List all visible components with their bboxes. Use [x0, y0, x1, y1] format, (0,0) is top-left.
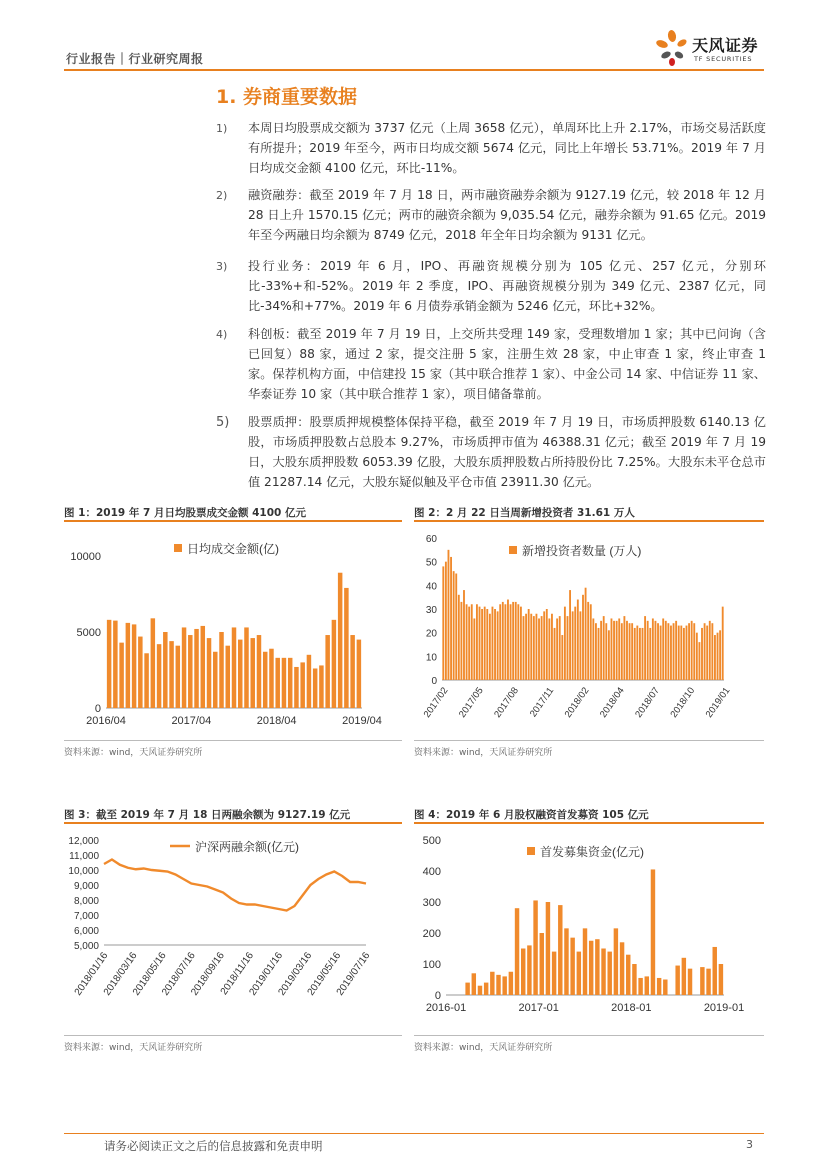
chart-bar	[107, 620, 111, 708]
chart-bar	[213, 652, 217, 708]
chart-bar	[263, 652, 267, 708]
figure-1-rule	[64, 520, 402, 522]
chart-bar	[564, 928, 568, 995]
list-item	[216, 412, 766, 492]
chart-bar	[144, 653, 148, 708]
chart-bar	[655, 621, 657, 680]
chart-bar	[460, 602, 462, 680]
chart-bar	[629, 623, 631, 680]
chart-bar	[670, 626, 672, 680]
x-tick-label: 2018/05/16	[130, 950, 169, 998]
legend-label: 沪深两融余额(亿元)	[195, 840, 299, 854]
chart-bar	[458, 595, 460, 680]
item-number: 5)	[216, 415, 230, 430]
chart-bar	[525, 614, 527, 680]
figure-2-source-rule	[414, 740, 764, 741]
chart-bar	[219, 632, 223, 708]
y-tick-label: 50	[425, 557, 437, 569]
y-tick-label: 100	[422, 959, 441, 971]
chart-bar	[515, 908, 519, 995]
chart-bar	[686, 626, 688, 680]
y-tick-label: 0	[431, 676, 437, 687]
y-tick-label: 5000	[76, 627, 101, 639]
chart-bar	[647, 621, 649, 680]
chart-bar	[639, 628, 641, 680]
chart-bar	[484, 983, 488, 995]
chart-bar	[652, 618, 654, 680]
chart-bar	[709, 621, 711, 680]
y-tick-label: 9,000	[73, 881, 99, 892]
figure-1-chart	[64, 526, 402, 736]
chart-bar	[512, 602, 514, 680]
item-text: 股票质押：股票质押规模整体保持平稳，截至 2019 年 7 月 19 日，市场质押股数 6140.13 亿股，市场质押股数占总股本 9.27%，市场质押市值为 46388.31 亿元；截至 2019 年 7 月 19 日，大股东质押股数 6053.39 亿股，大股东质押股数占所持股份比 7.25%。大股东未平仓总市值 21287.14 亿元，大股东疑似触及平仓市值 23911.30 亿元。	[248, 415, 766, 489]
legend-swatch	[527, 847, 535, 855]
header-rule	[64, 69, 764, 71]
chart-bar	[510, 604, 512, 680]
chart-bar	[621, 623, 623, 680]
figure-3-chart	[64, 828, 402, 1033]
chart-bar	[523, 616, 525, 680]
chart-bar	[538, 618, 540, 680]
x-tick-label: 2018/01/16	[72, 950, 111, 998]
chart-bar	[577, 600, 579, 680]
chart-bar	[657, 623, 659, 680]
chart-bar	[645, 976, 649, 995]
chart-bar	[476, 604, 478, 680]
chart-bar	[250, 638, 254, 708]
x-tick-label: 2018/07/16	[160, 950, 198, 998]
y-tick-label: 10000	[70, 551, 101, 563]
chart-bar	[607, 952, 611, 995]
chart-bar	[307, 655, 311, 708]
figure-1-source-rule	[64, 740, 402, 741]
x-tick-label: 2018/03/16	[101, 950, 140, 998]
chart-bar	[533, 900, 537, 995]
chart-bar	[722, 607, 724, 680]
chart-bar	[616, 621, 618, 680]
chart-bar	[688, 969, 692, 995]
chart-bar	[543, 611, 545, 680]
report-header: 行业报告｜行业研究周报	[66, 52, 204, 66]
chart-bar	[521, 949, 525, 996]
chart-bar	[701, 628, 703, 680]
chart-bar	[473, 618, 475, 680]
chart-bar	[489, 614, 491, 680]
chart-bar	[294, 667, 298, 708]
chart-bar	[713, 947, 717, 995]
x-tick-label: 2018/04	[597, 685, 627, 720]
chart-bar	[517, 604, 519, 680]
list-item	[216, 118, 766, 178]
chart-bar	[535, 614, 537, 680]
chart-bar	[269, 649, 273, 708]
chart-bar	[499, 604, 501, 680]
item-text: 本周日均股票成交额为 3737 亿元（上周 3658 亿元），单周环比上升 2.17%，市场交易活跃度有所提升；2019 年至今，两市日均成交额 5674 亿元，同比上年增长 53.71%。2019 年 7 月日均成交金额 4100 亿元，环比-11%。	[248, 121, 766, 175]
x-tick-label: 2017-01	[518, 1002, 559, 1014]
chart-bar	[486, 609, 488, 680]
chart-bar	[603, 616, 605, 680]
chart-bar	[611, 618, 613, 680]
chart-bar	[706, 626, 708, 680]
chart-bar	[238, 640, 242, 708]
chart-bar	[657, 978, 661, 995]
chart-bar	[706, 969, 710, 995]
chart-bar	[577, 952, 581, 995]
chart-bar	[357, 640, 361, 708]
item-text: 融资融券：截至 2019 年 7 月 18 日，两市融资融券余额为 9127.19 亿元，较 2018 年 12 月 28 日上升 1570.15 亿元；两市的融资余额为 9,035.54 亿元，融券余额为 91.65 亿元。2019 年至今两融日均余额为 8749 亿元，2018 年全年日均余额为 9131 亿元。	[248, 188, 766, 242]
chart-bar	[530, 614, 532, 680]
chart-bar	[528, 609, 530, 680]
chart-bar	[638, 978, 642, 995]
chart-bar	[182, 627, 186, 708]
chart-bar	[567, 616, 569, 680]
item-number: 3)	[216, 260, 228, 273]
chart-bar	[682, 958, 686, 995]
chart-bar	[665, 621, 667, 680]
chart-bar	[583, 928, 587, 995]
chart-bar	[338, 573, 342, 708]
figure-3-source-rule	[64, 1035, 402, 1036]
chart-bar	[714, 635, 716, 680]
chart-bar	[680, 626, 682, 680]
x-tick-label: 2017/02	[421, 685, 451, 720]
chart-bar	[468, 607, 470, 680]
chart-bar	[442, 566, 444, 680]
x-tick-label: 2016/04	[86, 715, 126, 727]
chart-bar	[582, 595, 584, 680]
y-tick-label: 0	[94, 703, 101, 715]
chart-bar	[559, 616, 561, 680]
x-tick-label: 2018/07	[633, 685, 662, 720]
list-item	[216, 256, 766, 316]
figure-1-source: 资料来源：wind，天风证券研究所	[64, 748, 203, 758]
y-tick-label: 20	[425, 628, 437, 640]
chart-bar	[601, 949, 605, 996]
legend-label: 日均成交金额(亿)	[187, 542, 279, 556]
chart-bar	[157, 644, 161, 708]
y-tick-label: 12,000	[68, 836, 99, 847]
chart-bar	[288, 658, 292, 708]
chart-bar	[502, 602, 504, 680]
figure-4-title: 图 4：2019 年 6 月股权融资首发募资 105 亿元	[414, 809, 649, 821]
y-tick-label: 500	[422, 835, 441, 847]
chart-bar	[660, 626, 662, 680]
item-text: 科创板：截至 2019 年 7 月 19 日，上交所共受理 149 家，受理数增加 1 家；其中已问询（含已回复）88 家，通过 2 家，提交注册 5 家，注册生效 28 家，中止审查 1 家，终止审查 1 家。保荐机构方面，中信建投 15 家（其中联合推荐 1 家）、中金公司 14 家、中信证券 11 家、华泰证券 10 家（其中联合推荐 1 家），项目储备靠前。	[248, 327, 766, 401]
chart-bar	[614, 928, 618, 995]
figure-3-rule	[64, 822, 402, 824]
figure-2-title: 图 2：2 月 22 日当周新增投资者 31.61 万人	[414, 507, 635, 519]
chart-bar	[618, 618, 620, 680]
chart-bar	[719, 630, 721, 680]
chart-bar	[515, 602, 517, 680]
chart-bar	[344, 588, 348, 708]
chart-bar	[527, 945, 531, 995]
chart-bar	[497, 611, 499, 680]
x-tick-label: 2018/10	[668, 685, 698, 720]
figure-1-title: 图 1：2019 年 7 月日均股票成交金额 4100 亿元	[64, 507, 306, 519]
x-tick-label: 2019/05/16	[305, 950, 344, 998]
chart-bar	[595, 623, 597, 680]
y-tick-label: 30	[425, 605, 437, 616]
item-number: 1)	[216, 122, 228, 135]
chart-bar	[466, 604, 468, 680]
legend-label: 首发募集资金(亿元)	[540, 845, 644, 859]
chart-bar	[632, 964, 636, 995]
chart-bar	[445, 562, 447, 680]
figure-3-title: 图 3：截至 2019 年 7 月 18 日两融余额为 9127.19 亿元	[64, 809, 351, 821]
chart-bar	[561, 635, 563, 680]
chart-bar	[552, 952, 556, 995]
chart-bar	[540, 933, 544, 995]
y-tick-label: 11,000	[69, 851, 99, 862]
chart-bar	[507, 600, 509, 680]
chart-bar	[634, 628, 636, 680]
chart-bar	[450, 557, 452, 680]
chart-bar	[592, 618, 594, 680]
chart-bar	[478, 986, 482, 995]
y-tick-label: 10	[425, 652, 437, 664]
chart-bar	[644, 616, 646, 680]
chart-bar	[188, 635, 192, 708]
chart-bar	[471, 604, 473, 680]
chart-bar	[691, 621, 693, 680]
chart-bar	[554, 628, 556, 680]
chart-bar	[455, 574, 457, 681]
chart-bar	[598, 628, 600, 680]
figure-2-source: 资料来源：wind，天风证券研究所	[414, 748, 553, 758]
chart-bar	[463, 590, 465, 680]
chart-bar	[520, 607, 522, 680]
chart-bar	[626, 621, 628, 680]
chart-bar	[570, 938, 574, 995]
chart-bar	[232, 627, 236, 708]
chart-bar	[176, 646, 180, 708]
chart-bar	[600, 621, 602, 680]
logo-text-cn: 天风证券	[692, 36, 759, 55]
chart-bar	[683, 628, 685, 680]
y-tick-label: 5,000	[73, 941, 99, 952]
chart-bar	[585, 588, 587, 680]
chart-bar	[693, 623, 695, 680]
chart-bar	[556, 618, 558, 680]
page-number: 3	[746, 1138, 753, 1151]
item-text: 投行业务：2019 年 6 月，IPO、再融资规模分别为 105 亿元、257 亿元，分别环比-33%+和-52%。2019 年 2 季度，IPO、再融资规模分别为 349 亿元、2387 亿元，同比-34%和+77%。2019 年 6 月债券承销金额为 5246 亿元，环比+32%。	[248, 259, 766, 313]
chart-bar	[649, 628, 651, 680]
chart-bar	[257, 635, 261, 708]
y-tick-label: 40	[425, 581, 437, 593]
chart-bar	[572, 611, 574, 680]
x-tick-label: 2019/04	[342, 715, 382, 727]
list-item	[216, 185, 766, 245]
chart-bar	[620, 942, 624, 995]
x-tick-label: 2019/01/16	[247, 950, 286, 998]
figure-2-rule	[414, 520, 764, 522]
x-tick-label: 2016-01	[425, 1002, 467, 1014]
figure-2-chart	[414, 526, 764, 736]
chart-bar	[533, 616, 535, 680]
chart-bar	[662, 618, 664, 680]
chart-bar	[207, 638, 211, 708]
chart-bar	[481, 609, 483, 680]
y-tick-label: 200	[422, 928, 441, 940]
y-tick-label: 8,000	[73, 896, 99, 907]
chart-bar	[711, 623, 713, 680]
chart-bar	[490, 972, 494, 995]
chart-bar	[608, 630, 610, 680]
chart-bar	[678, 626, 680, 680]
chart-bar	[675, 966, 679, 995]
x-tick-label: 2019/07/16	[334, 950, 373, 998]
chart-bar	[700, 967, 704, 995]
chart-bar	[704, 623, 706, 680]
chart-bar	[465, 983, 469, 995]
chart-bar	[541, 616, 543, 680]
chart-bar	[667, 623, 669, 680]
chart-bar	[472, 973, 476, 995]
chart-bar	[492, 607, 494, 680]
chart-bar	[226, 646, 230, 708]
x-tick-label: 2018/02	[562, 685, 592, 720]
chart-bar	[626, 955, 630, 995]
legend-swatch	[509, 546, 517, 554]
chart-bar	[194, 629, 198, 708]
x-tick-label: 2017/08	[492, 685, 521, 720]
chart-bar	[504, 604, 506, 680]
chart-bar	[717, 633, 719, 680]
chart-bar	[579, 611, 581, 680]
chart-bar	[546, 902, 550, 995]
chart-bar	[479, 607, 481, 680]
chart-bar	[275, 658, 279, 708]
y-tick-label: 10,000	[68, 866, 99, 877]
chart-bar	[169, 641, 173, 708]
chart-bar	[350, 635, 354, 708]
chart-bar	[551, 614, 553, 680]
logo-text-en: TF SECURITIES	[694, 55, 753, 63]
y-tick-label: 0	[434, 990, 441, 1002]
chart-bar	[496, 975, 500, 995]
chart-bar	[548, 618, 550, 680]
list-item	[216, 324, 766, 404]
chart-bar	[325, 635, 329, 708]
chart-bar	[613, 621, 615, 680]
chart-bar	[201, 626, 205, 708]
chart-bar	[673, 623, 675, 680]
chart-bar	[448, 550, 450, 680]
chart-bar	[605, 623, 607, 680]
y-tick-label: 60	[425, 534, 437, 545]
chart-bar	[688, 623, 690, 680]
item-number: 2)	[216, 189, 228, 202]
x-tick-label: 2019-01	[703, 1002, 745, 1014]
item-number: 4)	[216, 328, 228, 341]
y-tick-label: 400	[422, 866, 441, 878]
x-tick-label: 2017/05	[456, 685, 486, 720]
chart-bar	[558, 905, 562, 995]
x-tick-label: 2017/11	[527, 685, 557, 720]
footer-rule	[64, 1133, 764, 1134]
chart-bar	[663, 980, 667, 996]
chart-bar	[696, 633, 698, 680]
figure-4-rule	[414, 822, 764, 824]
chart-bar	[138, 637, 142, 708]
x-tick-label: 2017/04	[171, 715, 212, 727]
chart-bar	[675, 621, 677, 680]
chart-bar	[163, 632, 167, 708]
chart-bar	[574, 607, 576, 680]
chart-bar	[642, 628, 644, 680]
chart-bar	[244, 627, 248, 708]
chart-bar	[151, 618, 155, 708]
y-tick-label: 7,000	[73, 911, 99, 922]
figure-4-chart	[414, 828, 764, 1033]
chart-bar	[453, 571, 455, 680]
chart-bar	[546, 609, 548, 680]
chart-bar	[126, 623, 130, 708]
chart-line	[104, 860, 366, 911]
x-tick-label: 2019/01	[703, 685, 733, 720]
y-tick-label: 300	[422, 897, 441, 909]
y-tick-label: 6,000	[73, 926, 99, 937]
chart-bar	[589, 941, 593, 995]
chart-bar	[113, 621, 117, 708]
chart-bar	[484, 607, 486, 680]
chart-bar	[509, 972, 513, 995]
chart-bar	[332, 620, 336, 708]
chart-bar	[651, 869, 655, 995]
chart-bar	[631, 623, 633, 680]
chart-bar	[623, 616, 625, 680]
chart-bar	[719, 964, 723, 995]
x-tick-label: 2018-01	[611, 1002, 652, 1014]
figure-4-source: 资料来源：wind，天风证券研究所	[414, 1043, 553, 1053]
chart-bar	[132, 624, 136, 708]
section-title: 1. 券商重要数据	[216, 86, 358, 108]
chart-bar	[502, 976, 506, 995]
chart-bar	[319, 665, 323, 708]
chart-bar	[119, 643, 123, 708]
chart-bar	[587, 602, 589, 680]
legend-swatch	[174, 544, 182, 552]
chart-bar	[564, 607, 566, 680]
figure-3-source: 资料来源：wind，天风证券研究所	[64, 1043, 203, 1053]
chart-bar	[595, 939, 599, 995]
legend-label: 新增投资者数量 (万人)	[522, 544, 642, 558]
x-tick-label: 2018/11/16	[218, 950, 257, 998]
x-tick-label: 2018/09/16	[189, 950, 227, 998]
x-tick-label: 2018/04	[256, 715, 297, 727]
chart-bar	[300, 662, 304, 708]
chart-bar	[494, 609, 496, 680]
chart-bar	[313, 668, 317, 708]
chart-bar	[636, 626, 638, 680]
footer-disclaimer: 请务必阅读正文之后的信息披露和免责申明	[104, 1139, 323, 1153]
chart-bar	[698, 642, 700, 680]
figure-4-source-rule	[414, 1035, 764, 1036]
chart-bar	[590, 604, 592, 680]
x-tick-label: 2019/03/16	[276, 950, 315, 998]
chart-bar	[569, 590, 571, 680]
chart-bar	[282, 658, 286, 708]
